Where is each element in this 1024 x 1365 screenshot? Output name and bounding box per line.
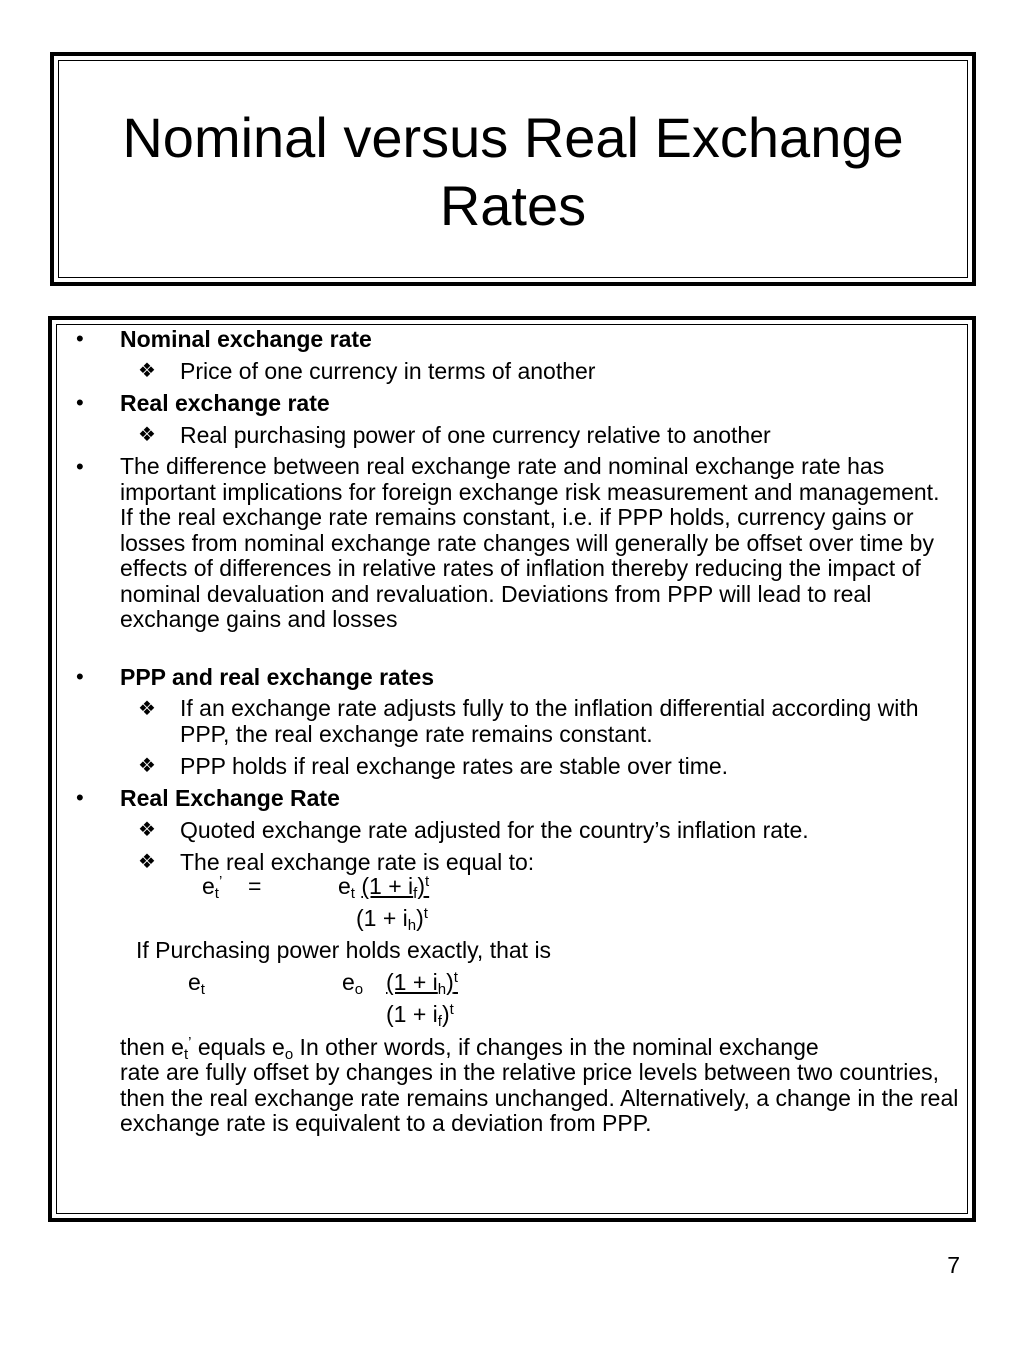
- diamond-bullet-icon: ❖: [138, 755, 156, 777]
- formula-ppp-numerator: $(1 + i_h)^t$: [386, 969, 458, 998]
- conclusion-first-line: then $e_t^’$ equals $e_o$ In other words, if changes in the nominal exchange: [120, 1034, 819, 1063]
- real-heading: Real exchange rate: [120, 390, 330, 416]
- rer-sub-point-2: The real exchange rate is equal to:: [180, 849, 535, 875]
- formula-equals: =: [248, 873, 262, 899]
- conclusion-paragraph: rate are fully offset by changes in the relative price levels between two countries, then the real exchange rate remains unchanged. Alternatively, a change in the real exchange rate is equivalent to a deviation from PPP.: [120, 1059, 959, 1136]
- formula-ppp-denominator: $(1 + i_f)^t$: [386, 1001, 454, 1030]
- page-number: 7: [947, 1252, 960, 1278]
- ppp-sub-point-2: PPP holds if real exchange rates are stable over time.: [180, 753, 729, 779]
- ppp-holds-line: If Purchasing power holds exactly, that is: [136, 937, 552, 963]
- formula-ppp-rhs-e: $e_o$: [342, 969, 364, 998]
- diamond-bullet-icon: ❖: [138, 360, 156, 382]
- formula-real-rate-denominator: $(1 + i_h)^t$: [356, 905, 428, 934]
- diamond-bullet-icon: ❖: [138, 851, 156, 873]
- rer-sub-point-1: Quoted exchange rate adjusted for the country’s inflation rate.: [180, 817, 809, 843]
- bullet-icon: •: [76, 664, 84, 689]
- bullet-icon: •: [76, 326, 84, 351]
- diamond-bullet-icon: ❖: [138, 424, 156, 446]
- ppp-sub-point-1: If an exchange rate adjusts fully to the inflation differential according with PPP, the real exchange rate remains constant.: [180, 695, 919, 747]
- nominal-heading: Nominal exchange rate: [120, 326, 372, 352]
- diamond-bullet-icon: ❖: [138, 819, 156, 841]
- title-box: [50, 52, 976, 286]
- formula-real-rate-numerator: $e_t$ $(1 + i_f)^t$: [338, 873, 430, 902]
- ppp-heading: PPP and real exchange rates: [120, 664, 435, 690]
- rer-heading: Real Exchange Rate: [120, 785, 340, 811]
- real-definition: Real purchasing power of one currency relative to another: [180, 422, 771, 448]
- difference-paragraph: The difference between real exchange rate and nominal exchange rate has important implications for foreign exchange risk measurement and management. If the real exchange rate remains constant, i.e. if PPP holds, currency gains or losses from nominal exchange rate changes will generally be offset over time by effects of differences in relative rates of inflation thereby reducing the impact of nominal devaluation and revaluation. Deviations from PPP will lead to real exchange gains and losses: [120, 453, 940, 632]
- bullet-icon: •: [76, 390, 84, 415]
- content-box: [48, 316, 976, 1222]
- nominal-definition: Price of one currency in terms of another: [180, 358, 596, 384]
- slide-content: [52, 320, 972, 1218]
- bullet-icon: •: [76, 454, 84, 479]
- formula-real-rate-lhs: $e_t^’$: [202, 873, 223, 902]
- bullet-icon: •: [76, 785, 84, 810]
- diamond-bullet-icon: ❖: [138, 698, 156, 720]
- formula-ppp-lhs: $e_t$: [188, 969, 205, 998]
- slide-title: Nominal versus Real Exchange Rates: [122, 106, 904, 237]
